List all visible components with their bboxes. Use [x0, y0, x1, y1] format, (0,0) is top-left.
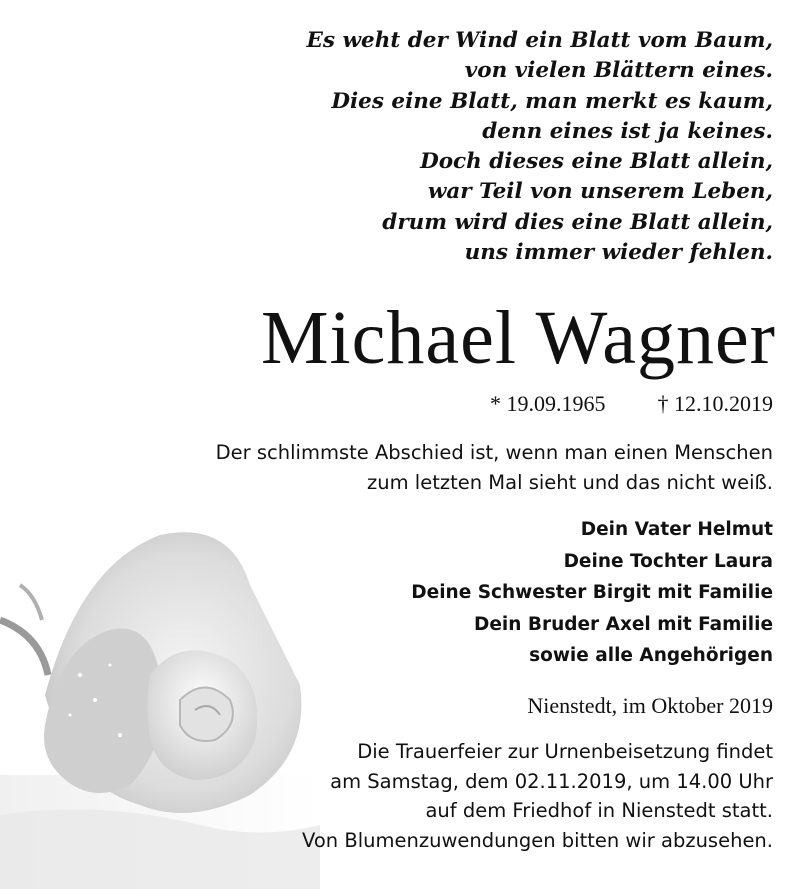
deceased-name: Michael Wagner: [260, 296, 776, 380]
funeral-line: am Samstag, dem 02.11.2019, um 14.00 Uhr: [330, 769, 773, 793]
death-date: † 12.10.2019: [657, 391, 773, 416]
poem-line: Es weht der Wind ein Blatt vom Baum,: [306, 28, 773, 53]
poem-line: Dies eine Blatt, man merkt es kaum,: [331, 88, 773, 114]
mourner: Dein Bruder Axel mit Familie: [474, 613, 773, 635]
poem-line: war Teil von unserem Leben,: [427, 179, 773, 205]
poem-line: Doch dieses eine Blatt allein,: [420, 149, 773, 175]
mourners-list: [173, 514, 773, 672]
poem-line: von vielen Blättern eines.: [464, 58, 773, 84]
poem-line: drum wird dies eine Blatt allein,: [382, 209, 773, 235]
life-dates: [490, 390, 773, 418]
funeral-line: auf dem Friedhof in Nienstedt statt.: [425, 799, 773, 822]
funeral-line: Von Blumenzuwendungen bitten wir abzusehen.: [302, 828, 773, 852]
funeral-notice: [73, 737, 773, 855]
quote-line: Der schlimmste Abschied ist, wenn man einen Menschen: [215, 441, 773, 464]
poem-line: uns immer wieder fehlen.: [464, 240, 773, 266]
mourner: Deine Tochter Laura: [563, 550, 773, 572]
birth-date: * 19.09.1965: [490, 391, 606, 416]
mourner: Deine Schwester Birgit mit Familie: [411, 582, 773, 603]
quote-line: zum letzten Mal sieht und das nicht weiß.: [367, 471, 773, 494]
mourner: Dein Vater Helmut: [580, 519, 773, 540]
funeral-line: Die Trauerfeier zur Urnenbeisetzung findet: [357, 740, 773, 763]
mourner: sowie alle Angehörigen: [529, 645, 773, 666]
farewell-quote: [73, 438, 773, 498]
place-date: Nienstedt, im Oktober 2019: [527, 693, 773, 718]
poem-line: denn eines ist ja keines.: [482, 118, 773, 144]
poem: [173, 26, 773, 268]
